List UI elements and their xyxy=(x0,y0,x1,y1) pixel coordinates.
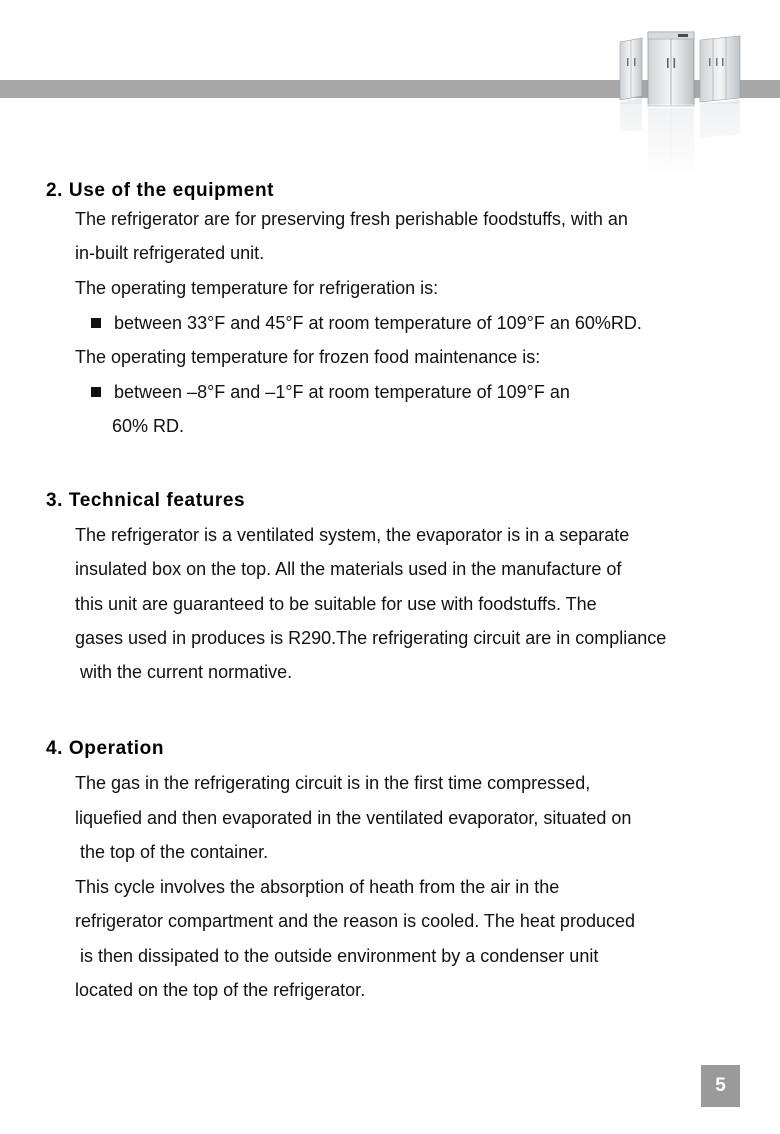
square-bullet-icon xyxy=(91,318,101,328)
paragraph-line: insulated box on the top. All the materials used in the manufacture of xyxy=(75,559,622,579)
bullet-item-frozen-range: between –8°F and –1°F at room temperature of 109°F an xyxy=(114,382,570,402)
paragraph-line: with the current normative. xyxy=(80,662,293,682)
paragraph-line: refrigerator compartment and the reason is cooled. The heat produced xyxy=(75,911,635,931)
paragraph-line: This cycle involves the absorption of heath from the air in the xyxy=(75,877,560,897)
fridge-center-unit xyxy=(648,32,694,106)
fridge-left-unit xyxy=(620,38,642,100)
paragraph-line: located on the top of the refrigerator. xyxy=(75,980,366,1000)
paragraph-line: in-built refrigerated unit. xyxy=(75,243,265,263)
refrigerator-image xyxy=(612,28,746,178)
section-title-operation: 4. Operation xyxy=(46,738,165,759)
paragraph-line: The operating temperature for refrigeration is: xyxy=(75,278,439,298)
paragraph-line: this unit are guaranteed to be suitable for use with foodstuffs. The xyxy=(75,594,597,614)
page-number-badge: 5 xyxy=(701,1065,740,1107)
fridge-right-unit xyxy=(700,36,740,102)
bullet-item-continuation: 60% RD. xyxy=(112,416,185,436)
paragraph-line: The gas in the refrigerating circuit is in the first time compressed, xyxy=(75,773,591,793)
bullet-item-refrigeration-range: between 33°F and 45°F at room temperature of 109°F an 60%RD. xyxy=(114,313,642,333)
section-title-use-of-equipment: 2. Use of the equipment xyxy=(46,180,275,201)
paragraph-line: gases used in produces is R290.The refrigerating circuit are in compliance xyxy=(75,628,667,648)
paragraph-line: The refrigerator is a ventilated system, the evaporator is in a separate xyxy=(75,525,630,545)
paragraph-line: The refrigerator are for preserving fresh perishable foodstuffs, with an xyxy=(75,209,628,229)
paragraph-line: The operating temperature for frozen food maintenance is: xyxy=(75,347,541,367)
paragraph-line: is then dissipated to the outside environment by a condenser unit xyxy=(80,946,599,966)
section-title-technical-features: 3. Technical features xyxy=(46,490,246,511)
paragraph-line: the top of the container. xyxy=(80,842,269,862)
paragraph-line: liquefied and then evaporated in the ventilated evaporator, situated on xyxy=(75,808,632,828)
square-bullet-icon xyxy=(91,387,101,397)
